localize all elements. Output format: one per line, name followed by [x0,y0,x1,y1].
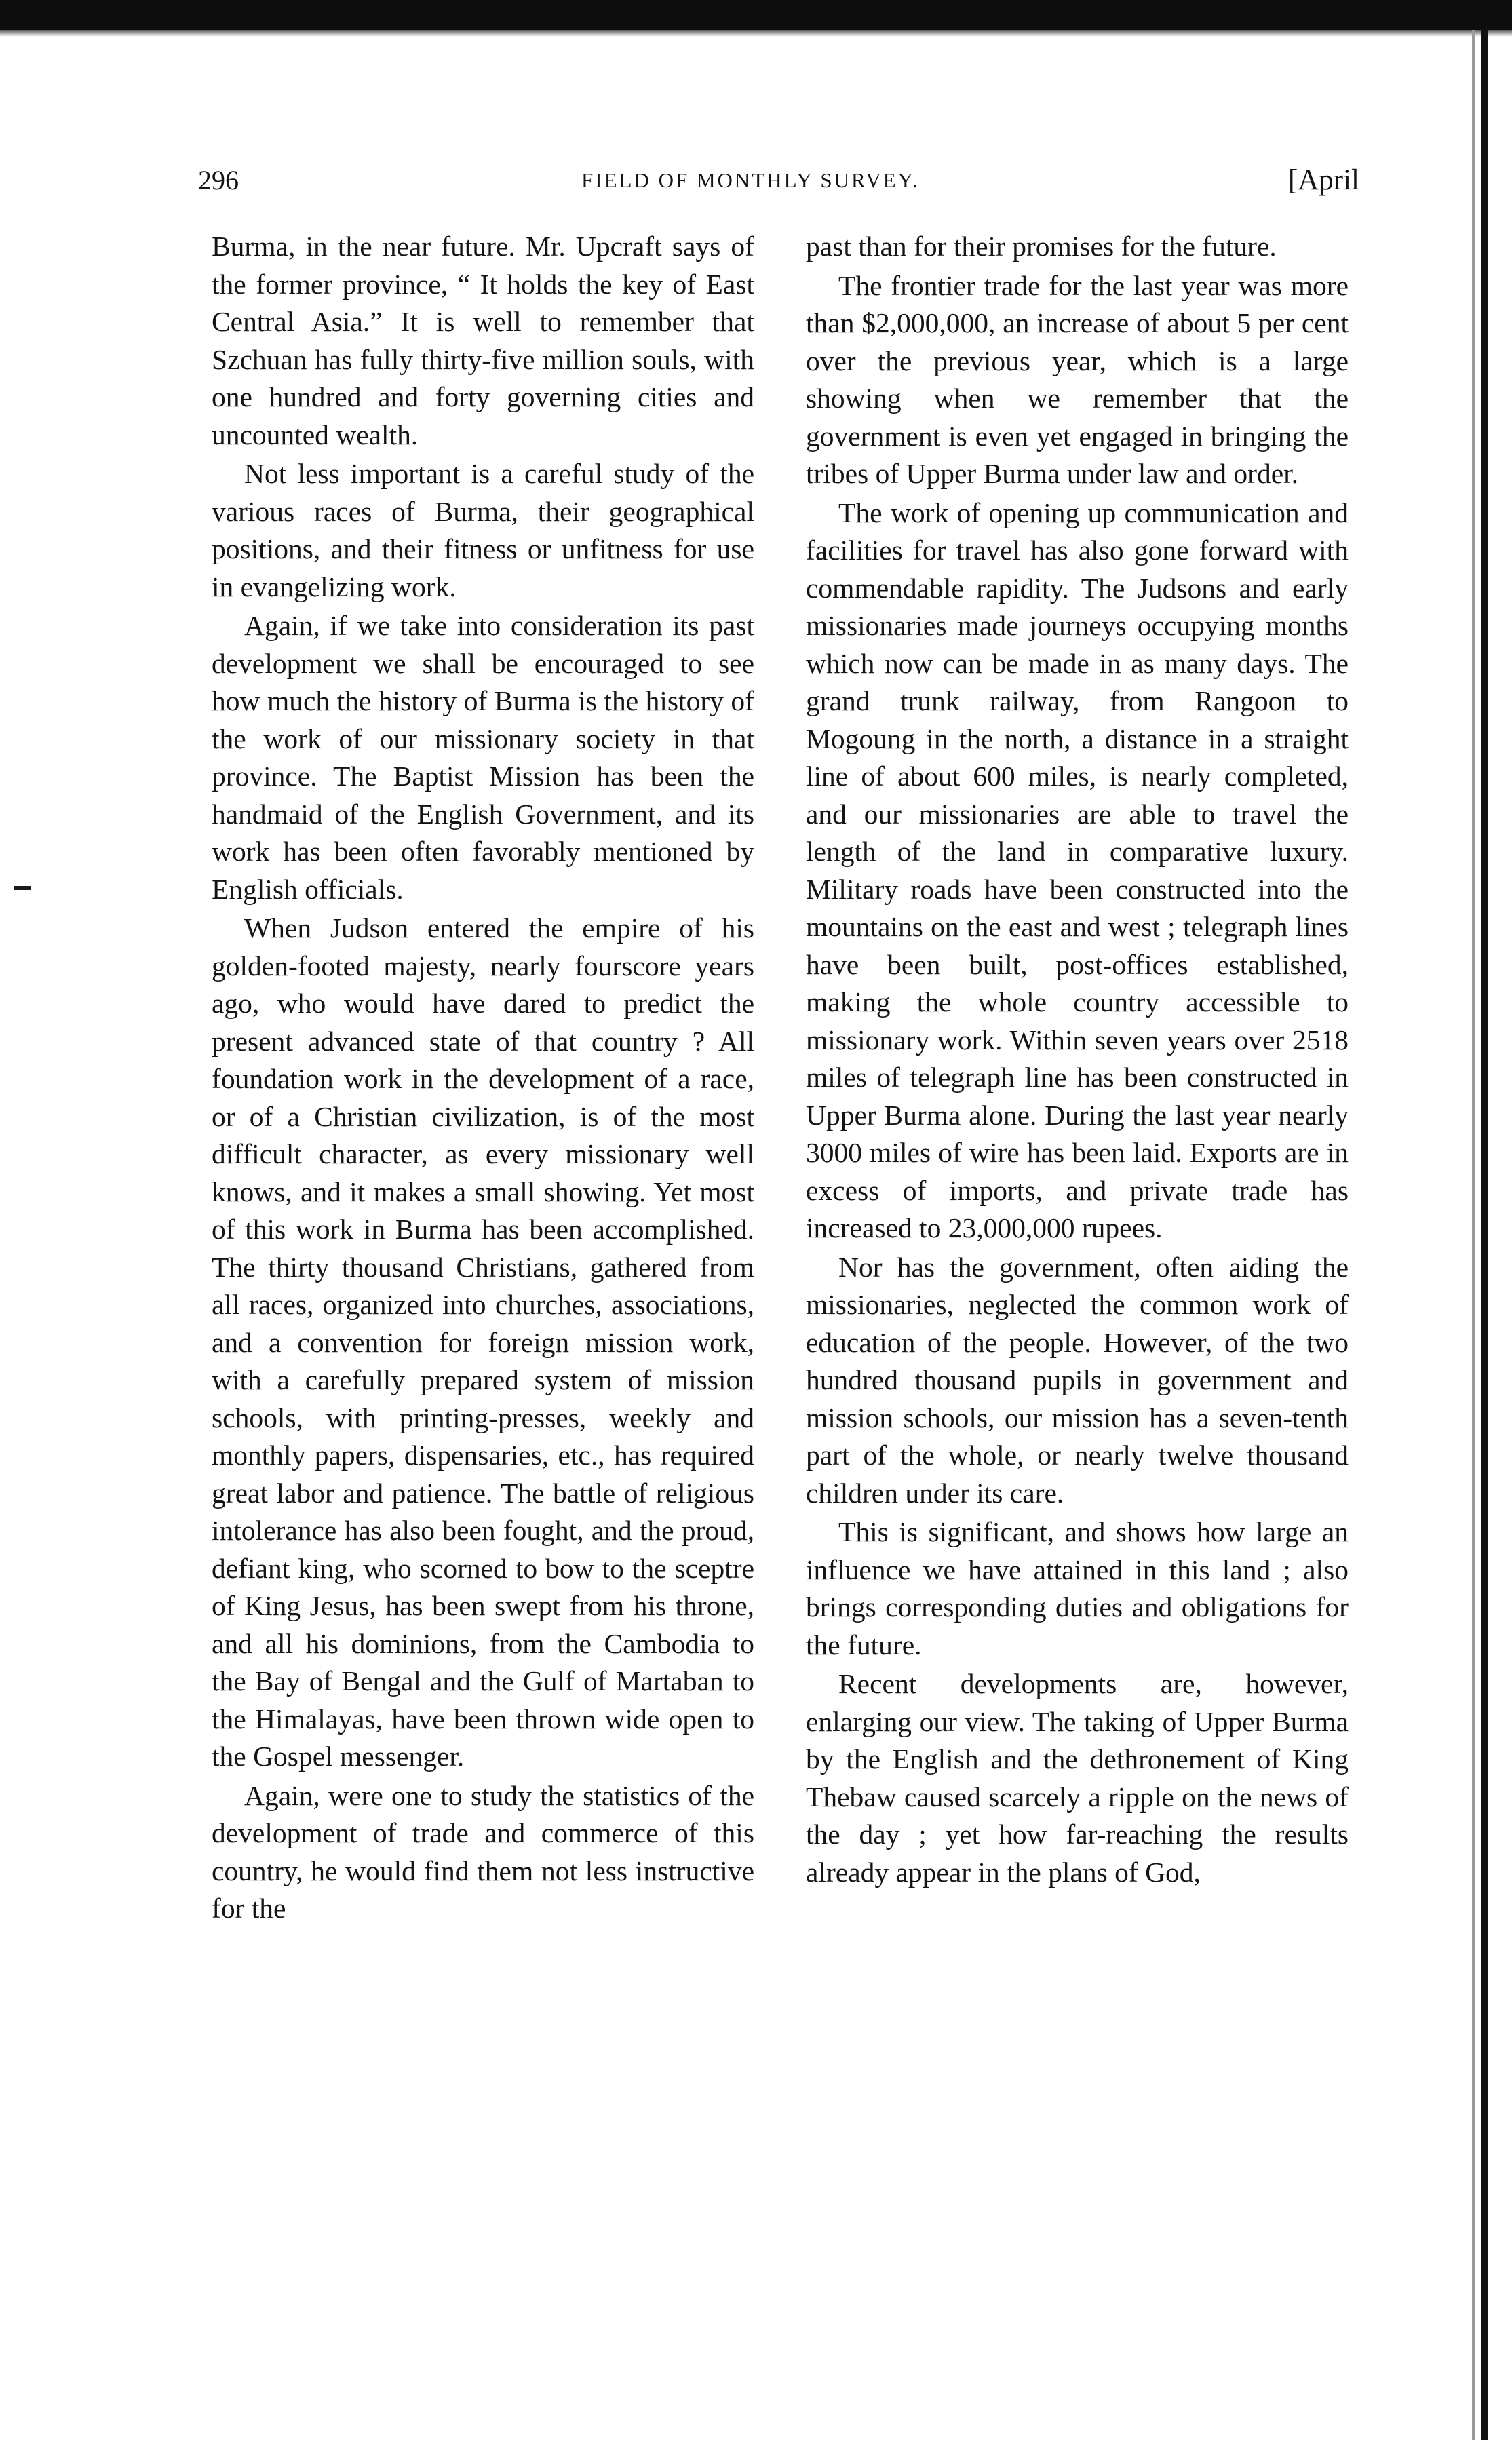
scan-top-shadow [0,30,1512,37]
paragraph: Nor has the government, often aiding the missionaries, neglected the common work of education of the people. However, of the two hundred thousand pupils in government and mission schools, our mission has a seven-tenth part of the whole, or nearly twelve thousand children under its care. [806,1251,1349,1509]
paragraph: Again, were one to study the statistics of the development of trade and commerce of this country, he would find them not less instructive for the [212,1779,754,1924]
paragraph: The frontier trade for the last year was more than $2,000,000, an increase of about 5 per cent over the previous year, which is a large showing when we remember that the government is even yet engaged in bringing the tribes of Upper Burma under law and order. [806,269,1349,489]
running-date: [April [1287,164,1359,196]
paragraph: This is significant, and shows how large an influence we have attained in this land ; also brings corresponding duties and obligations for the future. [806,1516,1349,1661]
scan-right-gutter-line [1472,30,1475,2440]
paragraph: When Judson entered the empire of his golden-footed majesty, nearly fourscore years ago, who would have dared to predict the present advanced state of that country ? All foundation work in the development of a race, or of a Christian civilization, is of the most difficult character, as every missionary well knows, and it makes a small showing. Yet most of this work in Burma has been accomplished. The thirty thousand Christians, gathered from all races, organized into churches, associations, and a convention for foreign mission work, with a carefully prepared system of mission schools, with printing-presses, weekly and monthly papers, dispensaries, etc., has required great labor and patience. The battle of religious intolerance has also been fought, and the proud, defiant king, who scorned to bow to the sceptre of King Jesus, has been swept from his throne, and all his dominions, from the Cambodia to the Bay of Bengal and the Gulf of Martaban to the Himalayas, have been thrown wide open to the Gospel messenger. [212,912,754,1772]
scan-right-border [1481,30,1488,2440]
paragraph: past than for their promises for the future. [806,231,1277,262]
paragraph: Burma, in the near future. Mr. Upcraft says of the former province, “ It holds the key of East Central Asia.” It is well to remember that Szchuan has fully thirty-five million souls, with one hundred and forty governing cities and uncounted wealth. [212,231,754,450]
scan-top-border [0,0,1512,30]
paragraph: Recent developments are, however, enlarging our view. The taking of Upper Burma by the English and the dethronement of King Thebaw caused scarcely a ripple on the news of the day ; yet how far-reaching the results already appear in the plans of God, [806,1668,1349,1888]
page-number: 296 [198,165,239,195]
running-title: FIELD OF MONTHLY SURVEY. [581,168,920,192]
paragraph: Not less important is a careful study of the various races of Burma, their geographical positions, and their fitness or unfitness for use in evangelizing work. [212,458,754,602]
left-column [212,228,754,1928]
margin-mark [14,886,31,890]
paragraph: The work of opening up communication and facilities for travel has also gone forward with commendable rapidity. The Judsons and early missionaries made journeys occupying months which now can be made in as many days. The grand trunk railway, from Rangoon to Mogoung in the north, a distance in a straight line of about 600 miles, is nearly completed, and our missionaries are able to travel the length of the land in comparative luxury. Military roads have been constructed into the mountains on the east and west ; telegraph lines have been built, post-offices established, making the whole country accessible to missionary work. Within seven years over 2518 miles of telegraph line has been constructed in Upper Burma alone. During the last year nearly 3000 miles of wire has been laid. Exports are in excess of imports, and private trade has increased to 23,000,000 rupees. [806,497,1349,1243]
page-header [198,160,1359,201]
paragraph: Again, if we take into consideration its past development we shall be encouraged to see how much the history of Burma is the history of the work of our missionary society in that province. The Baptist Mission has been the handmaid of the English Government, and its work has been often favorably mentioned by English officials. [212,610,754,905]
right-column [806,228,1349,1891]
